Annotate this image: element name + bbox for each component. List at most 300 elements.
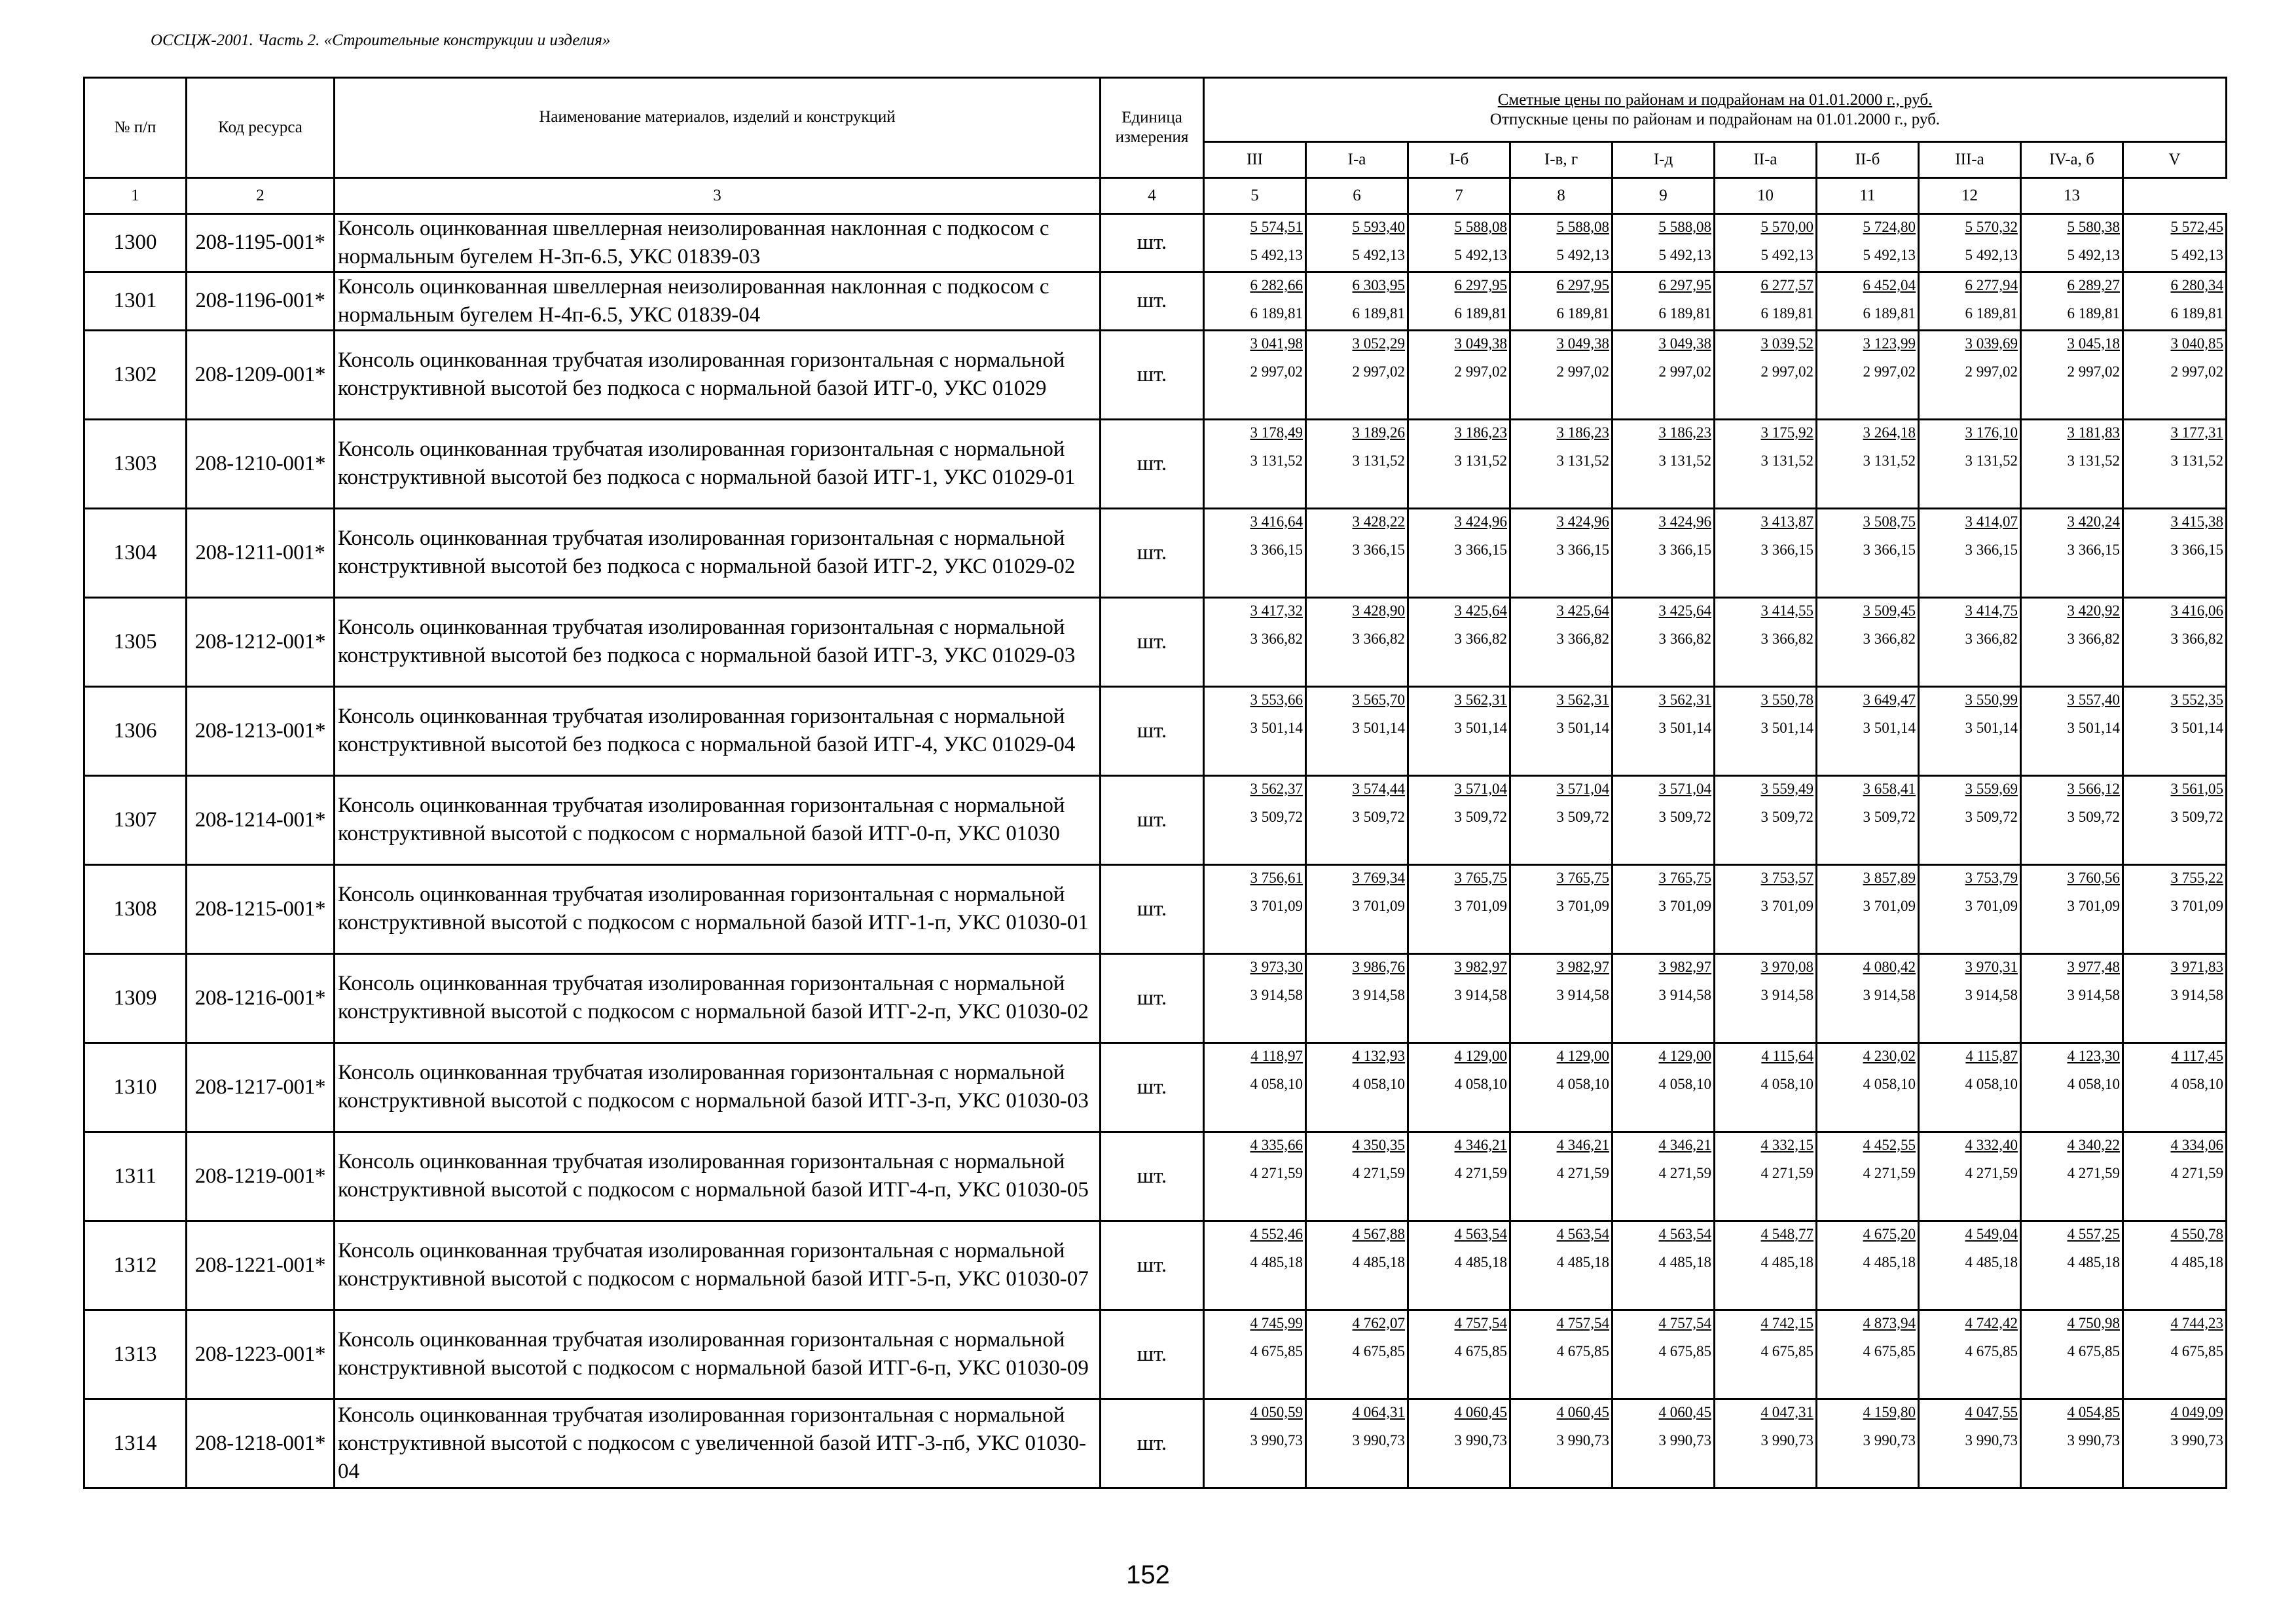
release-price: 4 058,10 (1863, 1075, 1916, 1092)
release-price: 3 701,09 (1658, 897, 1711, 914)
release-price: 4 271,59 (1658, 1164, 1711, 1181)
estimated-price: 3 566,12 (2067, 780, 2120, 797)
estimated-price: 3 509,45 (1863, 602, 1916, 619)
price-cell (1817, 597, 1919, 686)
estimated-price: 3 123,99 (1863, 335, 1916, 352)
price-cell (2021, 508, 2123, 597)
price-cell (1204, 597, 1306, 686)
column-number: 1 (84, 178, 187, 214)
price-cell (1408, 775, 1510, 864)
price-cell (1613, 1221, 1715, 1310)
price-cell (1919, 775, 2021, 864)
estimated-price: 4 346,21 (1556, 1136, 1609, 1153)
estimated-price: 4 129,00 (1556, 1047, 1609, 1064)
price-cell (1715, 1310, 1817, 1399)
price-cell (1919, 508, 2021, 597)
release-price: 6 189,81 (1658, 304, 1711, 322)
estimated-price: 3 424,96 (1454, 513, 1507, 530)
estimated-price: 5 574,51 (1250, 219, 1303, 235)
release-price: 3 509,72 (1760, 808, 1813, 825)
release-price: 3 366,82 (1658, 630, 1711, 647)
price-cell (1204, 775, 1306, 864)
price-cell (1204, 686, 1306, 775)
table-row (84, 597, 2227, 686)
price-cell (1510, 864, 1613, 953)
estimated-price: 4 117,45 (2171, 1047, 2224, 1064)
estimated-price: 6 297,95 (1454, 276, 1507, 293)
release-price: 3 914,58 (1250, 986, 1303, 1003)
price-cell (1919, 1221, 2021, 1310)
release-price: 4 271,59 (1454, 1164, 1507, 1181)
unit: шт. (1101, 775, 1204, 864)
table-row (84, 419, 2227, 508)
release-price: 3 701,09 (1250, 897, 1303, 914)
material-name: Консоль оцинкованная трубчатая изолированная горизонтальная с нормальной конструктивной высотой без подкоса с нормальной базой ИТГ-2, УКС 01029-02 (335, 508, 1101, 597)
estimated-price: 4 115,87 (1965, 1047, 2018, 1064)
unit: шт. (1101, 597, 1204, 686)
estimated-price: 4 346,21 (1454, 1136, 1507, 1153)
estimated-price: 3 561,05 (2170, 780, 2224, 797)
price-cell (1510, 597, 1613, 686)
estimated-price: 3 562,37 (1250, 780, 1303, 797)
price-cell (1306, 1043, 1408, 1132)
price-cell (1613, 1399, 1715, 1488)
price-cell (1613, 775, 1715, 864)
estimated-price: 3 425,64 (1454, 602, 1507, 619)
unit: шт. (1101, 953, 1204, 1043)
price-cell (1817, 214, 1919, 272)
estimated-price: 4 060,45 (1658, 1403, 1711, 1420)
estimated-price: 5 588,08 (1556, 219, 1609, 235)
estimated-price: 4 563,54 (1556, 1225, 1609, 1242)
price-cell (1919, 1310, 2021, 1399)
release-price: 4 271,59 (2067, 1164, 2120, 1181)
estimated-price: 4 060,45 (1556, 1403, 1609, 1420)
estimated-price: 3 982,97 (1658, 958, 1711, 975)
release-price: 5 492,13 (1965, 247, 2018, 263)
material-name: Консоль оцинкованная трубчатая изолированная горизонтальная с нормальной конструктивной высотой с подкосом с увеличенной базой ИТГ-3-пб, УКС 01030-04 (335, 1399, 1101, 1488)
release-price: 3 509,72 (2067, 808, 2120, 825)
estimated-price: 5 572,45 (2170, 219, 2224, 235)
estimated-price: 3 559,69 (1965, 780, 2018, 797)
price-cell (1306, 1132, 1408, 1221)
release-price: 4 485,18 (1556, 1253, 1609, 1270)
price-cell (1306, 330, 1408, 419)
unit: шт. (1101, 686, 1204, 775)
column-number: 6 (1306, 178, 1408, 214)
price-cell (1715, 953, 1817, 1043)
release-price: 5 492,13 (1454, 247, 1507, 263)
price-cell (1919, 597, 2021, 686)
release-price: 3 914,58 (2067, 986, 2120, 1003)
release-price: 2 997,02 (1454, 363, 1507, 380)
price-cell (1613, 272, 1715, 330)
header-region: I-в, г (1510, 142, 1613, 178)
release-price: 3 914,58 (2170, 986, 2224, 1003)
estimated-price: 4 350,35 (1352, 1136, 1405, 1153)
price-cell (1715, 1043, 1817, 1132)
price-cell (1715, 686, 1817, 775)
estimated-price: 3 181,83 (2067, 424, 2120, 441)
price-cell (1817, 953, 1919, 1043)
resource-code: 208-1213-001* (187, 686, 335, 775)
estimated-price: 6 277,57 (1760, 276, 1813, 293)
estimated-price: 4 742,42 (1965, 1314, 2018, 1331)
row-number: 1312 (84, 1221, 187, 1310)
price-cell (2021, 1399, 2123, 1488)
price-cell (1510, 1043, 1613, 1132)
price-cell (1613, 214, 1715, 272)
resource-code: 208-1196-001* (187, 272, 335, 330)
estimated-price: 3 857,89 (1863, 869, 1916, 886)
estimated-price: 3 041,98 (1250, 335, 1303, 352)
release-price: 3 501,14 (1454, 719, 1507, 736)
price-cell (2021, 775, 2123, 864)
estimated-price: 3 970,08 (1760, 958, 1813, 975)
estimated-price: 3 562,31 (1658, 691, 1711, 708)
price-cell (1715, 1221, 1817, 1310)
material-name: Консоль оцинкованная швеллерная неизолированная наклонная с подкосом с нормальным бугелем Н-3п-6.5, УКС 01839-03 (335, 214, 1101, 272)
estimated-price: 4 675,20 (1863, 1225, 1916, 1242)
release-price: 3 366,15 (1352, 541, 1405, 558)
release-price: 4 485,18 (1454, 1253, 1507, 1270)
material-name: Консоль оцинкованная швеллерная неизолированная наклонная с подкосом с нормальным бугелем Н-4п-6.5, УКС 01839-04 (335, 272, 1101, 330)
estimated-price: 4 452,55 (1863, 1136, 1916, 1153)
price-cell (1715, 597, 1817, 686)
price-cell (2021, 214, 2123, 272)
estimated-price: 3 765,75 (1556, 869, 1609, 886)
price-cell (1306, 1221, 1408, 1310)
release-price: 5 492,13 (1760, 247, 1813, 263)
release-price: 4 675,85 (1250, 1342, 1303, 1359)
header-region: V (2123, 142, 2227, 178)
table-row (84, 775, 2227, 864)
price-cell (1510, 508, 1613, 597)
estimated-price: 4 567,88 (1352, 1225, 1405, 1242)
release-price: 3 990,73 (1965, 1431, 2018, 1449)
release-price: 3 914,58 (1658, 986, 1711, 1003)
price-cell (1306, 953, 1408, 1043)
release-price: 3 914,58 (1556, 986, 1609, 1003)
release-price: 3 501,14 (1250, 719, 1303, 736)
estimated-price: 3 753,57 (1760, 869, 1813, 886)
estimated-price: 3 973,30 (1250, 958, 1303, 975)
price-cell (1715, 419, 1817, 508)
price-cell (1204, 1221, 1306, 1310)
price-cell (1613, 864, 1715, 953)
resource-code: 208-1209-001* (187, 330, 335, 419)
release-price: 3 366,82 (1454, 630, 1507, 647)
release-price: 3 131,52 (1556, 452, 1609, 469)
price-cell (1306, 686, 1408, 775)
estimated-price: 3 765,75 (1454, 869, 1507, 886)
estimated-price: 4 334,06 (2170, 1136, 2224, 1153)
price-cell (1510, 775, 1613, 864)
column-number: 11 (1817, 178, 1919, 214)
price-cell (1919, 686, 2021, 775)
release-price: 4 485,18 (1352, 1253, 1405, 1270)
release-price: 4 271,59 (1250, 1164, 1303, 1181)
release-price: 3 501,14 (1965, 719, 2018, 736)
row-number: 1310 (84, 1043, 187, 1132)
estimated-price: 4 115,64 (1761, 1047, 1813, 1064)
estimated-price: 3 417,32 (1250, 602, 1303, 619)
price-cell (1510, 953, 1613, 1043)
estimated-price: 4 335,66 (1250, 1136, 1303, 1153)
row-number: 1304 (84, 508, 187, 597)
release-price: 6 189,81 (1863, 304, 1916, 322)
estimated-price: 6 297,95 (1556, 276, 1609, 293)
estimated-price: 3 970,31 (1965, 958, 2018, 975)
row-number: 1314 (84, 1399, 187, 1488)
price-cell (2021, 597, 2123, 686)
price-cell (1613, 508, 1715, 597)
estimated-price: 3 982,97 (1556, 958, 1609, 975)
estimated-price: 3 413,87 (1760, 513, 1813, 530)
column-number: 3 (335, 178, 1101, 214)
header-region: I-б (1408, 142, 1510, 178)
release-price: 2 997,02 (2170, 363, 2224, 380)
unit: шт. (1101, 1310, 1204, 1399)
price-cell (2123, 1399, 2227, 1488)
estimated-price: 3 039,52 (1760, 335, 1813, 352)
price-cell (1408, 330, 1510, 419)
price-cell (1919, 953, 2021, 1043)
price-cell (1817, 1132, 1919, 1221)
release-price: 6 189,81 (1965, 304, 2018, 322)
price-cell (1510, 1221, 1613, 1310)
price-cell (1613, 597, 1715, 686)
release-price: 3 366,82 (2170, 630, 2224, 647)
header-region: II-а (1715, 142, 1817, 178)
price-cell (1919, 1399, 2021, 1488)
column-number: 8 (1510, 178, 1613, 214)
release-price: 3 509,72 (1863, 808, 1916, 825)
price-cell (2021, 864, 2123, 953)
estimated-price: 4 552,46 (1250, 1225, 1303, 1242)
estimated-price: 3 977,48 (2067, 958, 2120, 975)
material-name: Консоль оцинкованная трубчатая изолированная горизонтальная с нормальной конструктивной высотой с подкосом с нормальной базой ИТГ-0-п, УКС 01030 (335, 775, 1101, 864)
release-price: 4 485,18 (2067, 1253, 2120, 1270)
release-price: 3 914,58 (1863, 986, 1916, 1003)
estimated-price: 3 769,34 (1352, 869, 1405, 886)
release-price: 4 058,10 (2170, 1075, 2224, 1092)
release-price: 4 675,85 (2067, 1342, 2120, 1359)
release-price: 3 990,73 (1556, 1431, 1609, 1449)
header-region: I-а (1306, 142, 1408, 178)
estimated-price: 3 052,29 (1352, 335, 1405, 352)
release-price: 3 990,73 (1863, 1431, 1916, 1449)
estimated-price: 3 753,79 (1965, 869, 2018, 886)
estimated-price: 3 186,23 (1658, 424, 1711, 441)
price-cell (1715, 272, 1817, 330)
release-price: 3 366,82 (1352, 630, 1405, 647)
price-cell (1613, 330, 1715, 419)
header-name: Наименование материалов, изделий и конструкций (335, 78, 1101, 178)
release-price: 3 366,15 (1556, 541, 1609, 558)
table-row (84, 1399, 2227, 1488)
estimated-price: 4 340,22 (2067, 1136, 2120, 1153)
price-cell (1715, 864, 1817, 953)
release-price: 3 990,73 (1250, 1431, 1303, 1449)
estimated-price: 4 132,93 (1352, 1047, 1405, 1064)
release-price: 3 131,52 (1454, 452, 1507, 469)
price-cell (1510, 419, 1613, 508)
release-price: 3 366,82 (2067, 630, 2120, 647)
price-cell (1613, 1310, 1715, 1399)
price-cell (1204, 330, 1306, 419)
release-price: 4 485,18 (1250, 1253, 1303, 1270)
price-cell (1715, 1399, 1817, 1488)
estimated-price: 4 159,80 (1863, 1403, 1916, 1420)
estimated-price: 3 176,10 (1965, 424, 2018, 441)
price-cell (1919, 1132, 2021, 1221)
price-cell (1817, 272, 1919, 330)
estimated-price: 3 971,83 (2170, 958, 2224, 975)
row-number: 1300 (84, 214, 187, 272)
release-price: 4 058,10 (1556, 1075, 1609, 1092)
release-price: 3 990,73 (2170, 1431, 2224, 1449)
column-number: 4 (1101, 178, 1204, 214)
price-cell (1408, 508, 1510, 597)
estimated-price: 4 064,31 (1352, 1403, 1405, 1420)
estimated-price: 4 563,54 (1454, 1225, 1507, 1242)
price-cell (1613, 1132, 1715, 1221)
price-cell (1510, 272, 1613, 330)
estimated-price: 3 414,07 (1965, 513, 2018, 530)
resource-code: 208-1223-001* (187, 1310, 335, 1399)
price-cell (1306, 1310, 1408, 1399)
release-price: 3 914,58 (1760, 986, 1813, 1003)
estimated-price: 3 658,41 (1863, 780, 1916, 797)
price-cell (2021, 1221, 2123, 1310)
release-price: 6 189,81 (1556, 304, 1609, 322)
estimated-price: 4 332,15 (1760, 1136, 1813, 1153)
header-num: № п/п (84, 78, 187, 178)
price-cell (1919, 419, 2021, 508)
estimated-price: 4 129,00 (1454, 1047, 1507, 1064)
price-cell (1408, 1043, 1510, 1132)
price-cell (1919, 1043, 2021, 1132)
price-cell (1204, 419, 1306, 508)
price-cell (1613, 1043, 1715, 1132)
release-price: 3 509,72 (1454, 808, 1507, 825)
estimated-price: 3 049,38 (1556, 335, 1609, 352)
row-number: 1313 (84, 1310, 187, 1399)
running-head: ОССЦЖ-2001. Часть 2. «Строительные конструкции и изделия» (151, 31, 611, 49)
price-cell (2123, 419, 2227, 508)
header-region: IV-а, б (2021, 142, 2123, 178)
release-price: 4 485,18 (1658, 1253, 1711, 1270)
header-region-subtitle: Отпускные цены по районам и подрайонам на 01.01.2000 г., руб. (1489, 110, 1941, 128)
release-price: 6 189,81 (1454, 304, 1507, 322)
unit: шт. (1101, 1221, 1204, 1310)
release-price: 4 675,85 (1863, 1342, 1916, 1359)
release-price: 3 990,73 (1760, 1431, 1813, 1449)
price-cell (1306, 864, 1408, 953)
price-cell (1817, 419, 1919, 508)
estimated-price: 4 047,55 (1965, 1403, 2018, 1420)
unit: шт. (1101, 214, 1204, 272)
price-table (83, 77, 2227, 1489)
price-cell (1715, 330, 1817, 419)
header-unit: Единица измерения (1101, 78, 1204, 178)
price-cell (1408, 1132, 1510, 1221)
release-price: 4 058,10 (1352, 1075, 1405, 1092)
release-price: 3 914,58 (1965, 986, 2018, 1003)
table-row (84, 1310, 2227, 1399)
unit: шт. (1101, 419, 1204, 508)
material-name: Консоль оцинкованная трубчатая изолированная горизонтальная с нормальной конструктивной высотой с подкосом с нормальной базой ИТГ-6-п, УКС 01030-09 (335, 1310, 1101, 1399)
release-price: 3 701,09 (1863, 897, 1916, 914)
price-cell (2123, 1132, 2227, 1221)
estimated-price: 5 580,38 (2067, 219, 2120, 235)
price-cell (2021, 330, 2123, 419)
release-price: 2 997,02 (1863, 363, 1916, 380)
release-price: 3 914,58 (1454, 986, 1507, 1003)
price-cell (1613, 686, 1715, 775)
unit: шт. (1101, 330, 1204, 419)
release-price: 3 366,15 (1250, 541, 1303, 558)
estimated-price: 5 588,08 (1454, 219, 1507, 235)
price-cell (1204, 272, 1306, 330)
estimated-price: 4 762,07 (1352, 1314, 1405, 1331)
estimated-price: 3 424,96 (1556, 513, 1609, 530)
estimated-price: 3 175,92 (1760, 424, 1813, 441)
resource-code: 208-1221-001* (187, 1221, 335, 1310)
estimated-price: 4 563,54 (1658, 1225, 1711, 1242)
price-cell (1715, 1132, 1817, 1221)
unit: шт. (1101, 1132, 1204, 1221)
release-price: 3 509,72 (1658, 808, 1711, 825)
release-price: 3 501,14 (2067, 719, 2120, 736)
estimated-price: 3 552,35 (2170, 691, 2224, 708)
resource-code: 208-1212-001* (187, 597, 335, 686)
column-number: 12 (1919, 178, 2021, 214)
price-cell (1204, 1043, 1306, 1132)
header-regions (1204, 78, 2227, 142)
estimated-price: 5 724,80 (1863, 219, 1916, 235)
estimated-price: 4 757,54 (1658, 1314, 1711, 1331)
release-price: 6 189,81 (1250, 304, 1303, 322)
estimated-price: 4 049,09 (2170, 1403, 2224, 1420)
release-price: 3 501,14 (1352, 719, 1405, 736)
price-cell (1919, 272, 2021, 330)
release-price: 4 058,10 (1965, 1075, 2018, 1092)
release-price: 2 997,02 (2067, 363, 2120, 380)
estimated-price: 4 757,54 (1556, 1314, 1609, 1331)
row-number: 1301 (84, 272, 187, 330)
estimated-price: 3 982,97 (1454, 958, 1507, 975)
price-cell (1817, 508, 1919, 597)
estimated-price: 3 425,64 (1658, 602, 1711, 619)
row-number: 1302 (84, 330, 187, 419)
price-cell (2021, 686, 2123, 775)
price-cell (1306, 419, 1408, 508)
estimated-price: 3 428,22 (1352, 513, 1405, 530)
estimated-price: 4 549,04 (1965, 1225, 2018, 1242)
estimated-price: 4 550,78 (2170, 1225, 2224, 1242)
price-cell (1510, 686, 1613, 775)
estimated-price: 3 756,61 (1250, 869, 1303, 886)
price-cell (1817, 775, 1919, 864)
estimated-price: 5 570,32 (1965, 219, 2018, 235)
estimated-price: 4 054,85 (2067, 1403, 2120, 1420)
price-cell (2021, 272, 2123, 330)
release-price: 3 990,73 (1454, 1431, 1507, 1449)
estimated-price: 6 282,66 (1250, 276, 1303, 293)
release-price: 3 366,82 (1965, 630, 2018, 647)
